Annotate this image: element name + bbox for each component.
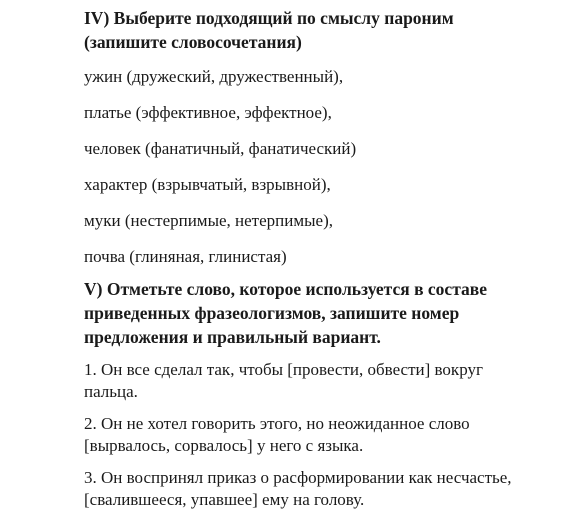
sentence-item	[84, 467, 568, 511]
paronym-item: ужин (дружеский, дружественный),	[84, 67, 344, 86]
section-iv-heading-line1: IV) Выберите подходящий по смыслу пароним	[84, 8, 454, 28]
section-iv-heading	[84, 6, 568, 54]
section-v-heading	[84, 277, 568, 349]
section-v-heading-line3: предложения и правильный вариант.	[84, 327, 381, 347]
paronym-item: почва (глиняная, глинистая)	[84, 247, 287, 266]
section-v-heading-line2: приведенных фразеологизмов, запишите номер	[84, 303, 460, 323]
sentence-line: 1. Он все сделал так, чтобы [провести, обвести] вокруг	[84, 360, 483, 379]
section-iv	[84, 6, 568, 268]
sentence-line: [вырвалось, сорвалось] у него с языка.	[84, 436, 364, 455]
sentence-item	[84, 359, 568, 403]
sentence-line: 2. Он не хотел говорить этого, но неожиданное слово	[84, 414, 470, 433]
paronym-item: платье (эффективное, эффектное),	[84, 103, 332, 122]
section-v-heading-line1: V) Отметьте слово, которое используется в составе	[84, 279, 487, 299]
sentence-item	[84, 413, 568, 457]
section-v	[84, 277, 568, 511]
paronym-item: человек (фанатичный, фанатический)	[84, 139, 357, 158]
paronym-item: муки (нестерпимые, нетерпимые),	[84, 211, 333, 230]
paronym-item: характер (взрывчатый, взрывной),	[84, 175, 331, 194]
sentence-line: 3. Он воспринял приказ о расформировании как несчастье,	[84, 468, 512, 487]
sentence-line: пальца.	[84, 382, 138, 401]
sentence-line: [свалившееся, упавшее] ему на голову.	[84, 490, 365, 509]
section-iv-heading-line2: (запишите словосочетания)	[84, 32, 302, 52]
